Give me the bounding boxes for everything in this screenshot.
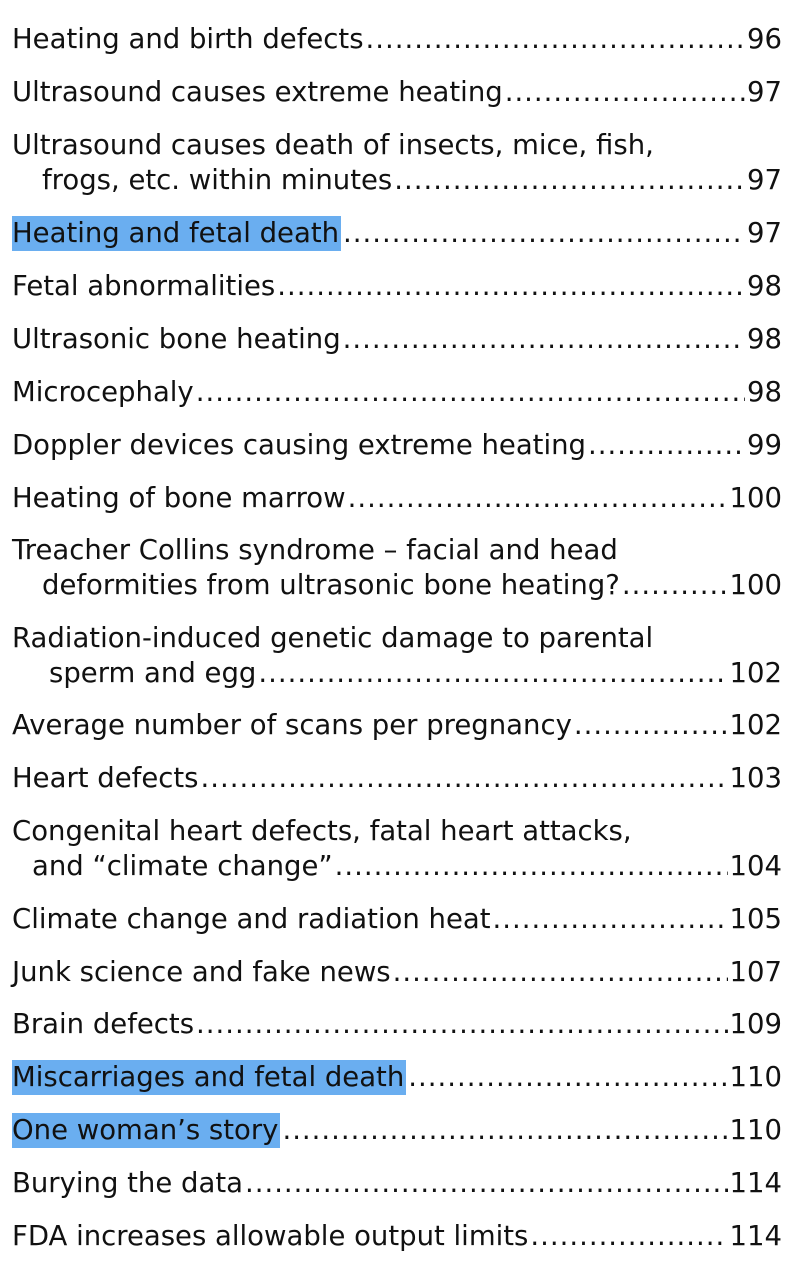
toc-entry-title: Congenital heart defects, fatal heart attacks, bbox=[12, 815, 632, 847]
toc-entry-continuation: frogs, etc. within minutes bbox=[42, 164, 393, 196]
toc-entry-page: 105 bbox=[729, 903, 782, 935]
toc-entry-continuation: sperm and egg bbox=[49, 657, 257, 689]
toc-entry-title: FDA increases allowable output limits bbox=[12, 1220, 529, 1252]
toc-entry-title: Fetal abnormalities bbox=[12, 270, 276, 302]
toc-entry-page: 100 bbox=[729, 569, 782, 601]
toc-entry-page: 97 bbox=[747, 76, 782, 108]
dot-leader bbox=[245, 1166, 728, 1201]
toc-entry-title: Heart defects bbox=[12, 762, 199, 794]
toc-entry-page: 103 bbox=[729, 762, 782, 794]
dot-leader bbox=[622, 568, 728, 603]
dot-leader bbox=[574, 708, 728, 743]
toc-entry-continuation: and “climate change” bbox=[32, 850, 333, 882]
toc-entry-page: 102 bbox=[729, 709, 782, 741]
dot-leader bbox=[394, 163, 745, 198]
toc-entry-page: 97 bbox=[747, 164, 782, 196]
toc-entry[interactable] bbox=[12, 955, 782, 990]
toc-entry-title: Brain defects bbox=[12, 1008, 195, 1040]
toc-entry[interactable] bbox=[12, 428, 782, 463]
toc-entry-title-highlighted: One woman’s story bbox=[12, 1114, 279, 1146]
toc-entry-page: 99 bbox=[747, 429, 782, 461]
toc-entry[interactable] bbox=[12, 269, 782, 304]
toc-entry[interactable] bbox=[12, 322, 782, 357]
toc-entry-title: Average number of scans per pregnancy bbox=[12, 709, 572, 741]
dot-leader bbox=[493, 902, 728, 937]
dot-leader bbox=[335, 849, 728, 884]
toc-entry-title: Microcephaly bbox=[12, 376, 194, 408]
toc-entry[interactable] bbox=[12, 621, 782, 691]
dot-leader bbox=[408, 1060, 727, 1095]
dot-leader bbox=[258, 656, 727, 691]
toc-entry[interactable] bbox=[12, 22, 782, 57]
toc-entry[interactable] bbox=[12, 1060, 782, 1095]
toc-entry-title: Radiation-induced genetic damage to parental bbox=[12, 622, 654, 654]
dot-leader bbox=[196, 375, 745, 410]
toc-entry-title: Ultrasound causes death of insects, mice, fish, bbox=[12, 129, 654, 161]
dot-leader bbox=[282, 1113, 727, 1148]
toc-entry[interactable] bbox=[12, 902, 782, 937]
toc-entry-title: Climate change and radiation heat bbox=[12, 903, 491, 935]
toc-entry-page: 98 bbox=[747, 376, 782, 408]
dot-leader bbox=[348, 481, 728, 516]
dot-leader bbox=[366, 22, 745, 57]
toc-entry-continuation: deformities from ultrasonic bone heating? bbox=[42, 569, 620, 601]
dot-leader bbox=[343, 216, 745, 251]
toc-entry[interactable] bbox=[12, 814, 782, 884]
toc-entry-page: 107 bbox=[729, 956, 782, 988]
dot-leader bbox=[505, 75, 745, 110]
toc-entry-page: 100 bbox=[729, 482, 782, 514]
toc-entry-page: 96 bbox=[747, 23, 782, 55]
dot-leader bbox=[393, 955, 728, 990]
toc-entry-page: 110 bbox=[729, 1061, 782, 1093]
toc-entry-title: Heating of bone marrow bbox=[12, 482, 346, 514]
toc-entry[interactable] bbox=[12, 1007, 782, 1042]
toc-entry[interactable] bbox=[12, 481, 782, 516]
toc-entry-title: Doppler devices causing extreme heating bbox=[12, 429, 586, 461]
dot-leader bbox=[588, 428, 745, 463]
toc-entry-page: 97 bbox=[747, 217, 782, 249]
dot-leader bbox=[200, 761, 727, 796]
toc-entry-title-highlighted: Heating and fetal death bbox=[12, 217, 340, 249]
toc-entry-title: Burying the data bbox=[12, 1167, 243, 1199]
toc-entry-page: 98 bbox=[747, 270, 782, 302]
dot-leader bbox=[277, 269, 745, 304]
toc-entry-title: Heating and birth defects bbox=[12, 23, 364, 55]
toc-entry[interactable] bbox=[12, 1219, 782, 1254]
toc-entry-title: Treacher Collins syndrome – facial and head bbox=[12, 534, 618, 566]
toc-entry-page: 109 bbox=[729, 1008, 782, 1040]
toc-entry-title-highlighted: Miscarriages and fetal death bbox=[12, 1061, 405, 1093]
toc-entry-title: Junk science and fake news bbox=[12, 956, 391, 988]
toc-entry[interactable] bbox=[12, 1166, 782, 1201]
dot-leader bbox=[196, 1007, 727, 1042]
toc-entry-page: 98 bbox=[747, 323, 782, 355]
dot-leader bbox=[343, 322, 745, 357]
toc-entry[interactable] bbox=[12, 128, 782, 198]
toc-entry-page: 110 bbox=[729, 1114, 782, 1146]
toc-entry[interactable] bbox=[12, 708, 782, 743]
toc-entry[interactable] bbox=[12, 75, 782, 110]
toc-entry-page: 114 bbox=[729, 1220, 782, 1252]
toc-entry[interactable] bbox=[12, 533, 782, 603]
toc-entry[interactable] bbox=[12, 216, 782, 251]
toc-entry-page: 114 bbox=[729, 1167, 782, 1199]
toc-entry[interactable] bbox=[12, 375, 782, 410]
toc-entry-title: Ultrasonic bone heating bbox=[12, 323, 341, 355]
toc-entry[interactable] bbox=[12, 1113, 782, 1148]
toc-entry[interactable] bbox=[12, 761, 782, 796]
toc-entry-page: 102 bbox=[729, 657, 782, 689]
toc-entry-page: 104 bbox=[729, 850, 782, 882]
dot-leader bbox=[530, 1219, 727, 1254]
toc-entry-title: Ultrasound causes extreme heating bbox=[12, 76, 503, 108]
